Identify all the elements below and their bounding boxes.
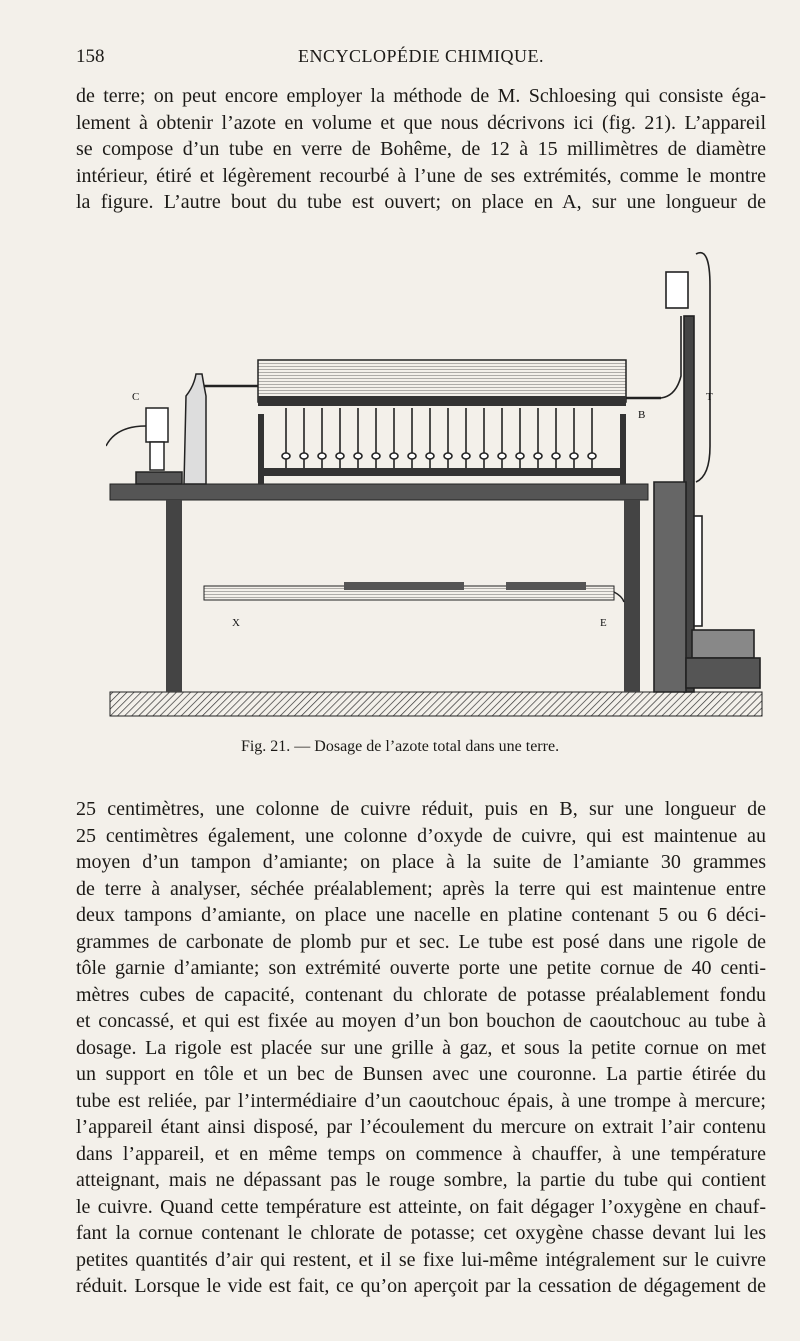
- paragraph-intro: [76, 83, 766, 216]
- text-line: la figure. L’autre bout du tube est ouvert; on place en A, sur une longueur de: [76, 191, 766, 213]
- text-line: de terre; on peut encore employer la méthode de M. Schloesing qui consiste éga-: [76, 85, 766, 107]
- figure-apparatus-illustration: [106, 246, 766, 718]
- text-line: fant la cornue contenant le chlorate de potasse; cet oxygène chasse devant lui les: [76, 1222, 766, 1244]
- label-t: T: [706, 391, 713, 403]
- text-line: intérieur, étiré et légèrement recourbé à l’une de ses extrémités, comme le montre: [76, 164, 766, 187]
- page-number: 158: [76, 46, 105, 67]
- label-e: E: [600, 617, 607, 629]
- text-line: 25 centimètres, une colonne de cuivre réduit, puis en B, sur une longueur de: [76, 798, 766, 820]
- gas-grille-furnace: [258, 360, 626, 402]
- text-line: un support en tôle et un bec de Bunsen avec une couronne. La partie étirée du: [76, 1063, 766, 1085]
- table-top: [110, 484, 648, 500]
- text-line: dosage. La rigole est placée sur une grille à gaz, et sous la petite cornue on met: [76, 1036, 766, 1059]
- text-line: tôle garnie d’amiante; son extrémité ouverte porte une petite cornue de 40 centi-: [76, 957, 766, 979]
- text-line: grammes de carbonate de plomb pur et sec. Le tube est posé dans une rigole de: [76, 930, 766, 953]
- label-x: X: [232, 617, 240, 629]
- text-line: et concassé, et qui est fixée au moyen d’un bon bouchon de caoutchouc au tube à: [76, 1010, 766, 1032]
- text-line: dans l’appareil, et en même temps on commence à chauffer, à une température: [76, 1142, 766, 1165]
- text-line: atteignant, mais ne dépassant pas le rouge sombre, la partie du tube qui contient: [76, 1169, 766, 1191]
- table-leg: [624, 500, 640, 692]
- page-header: [76, 46, 766, 72]
- text-line: se compose d’un tube en verre de Bohême, de 12 à 15 millimètres de diamètre: [76, 138, 766, 160]
- text-line: moyen d’un tampon d’amiante; on place à la suite de l’amiante 30 grammes: [76, 851, 766, 873]
- label-c: C: [132, 391, 140, 403]
- text-line: le cuivre. Quand cette température est atteinte, on fait dégager l’oxygène en chauf-: [76, 1195, 766, 1218]
- label-b: B: [638, 409, 646, 421]
- text-line: tube est reliée, par l’intermédiaire d’un caoutchouc épais, à une trompe à mercure;: [76, 1089, 766, 1112]
- gas-manifold: [264, 468, 620, 476]
- text-line: mètres cubes de capacité, contenant du chlorate de potasse préalablement fondu: [76, 983, 766, 1006]
- text-line: deux tampons d’amiante, on place une nacelle en platine contenant 5 ou 6 déci-: [76, 904, 766, 926]
- paragraph-procedure: [76, 796, 766, 1300]
- text-line: lement à obtenir l’azote en volume et que nous décrivons ici (fig. 21). L’appareil: [76, 111, 766, 134]
- table-leg: [166, 500, 182, 692]
- figure-caption: Fig. 21. — Dosage de l’azote total dans une terre.: [240, 738, 560, 755]
- gas-burners: [282, 408, 596, 468]
- text-line: l’appareil étant ainsi disposé, par l’écoulement du mercure on extrait l’air contenu: [76, 1116, 766, 1138]
- mercury-pump: [654, 253, 760, 692]
- text-line: réduit. Lorsque le vide est fait, ce qu’on aperçoit par la cessation de dégagement de: [76, 1275, 766, 1297]
- text-line: petites quantités d’air qui restent, et il se fixe lui-même intégralement sur le cuivre: [76, 1248, 766, 1271]
- retort-and-bunsen: [106, 374, 206, 484]
- running-title: ENCYCLOPÉDIE CHIMIQUE.: [298, 46, 544, 66]
- text-line: 25 centimètres également, une colonne d’oxyde de cuivre, qui est maintenue au: [76, 824, 766, 847]
- floor-hatching: [110, 692, 762, 716]
- text-line: de terre à analyser, séchée préalablement; après la terre qui est maintenue entre: [76, 877, 766, 900]
